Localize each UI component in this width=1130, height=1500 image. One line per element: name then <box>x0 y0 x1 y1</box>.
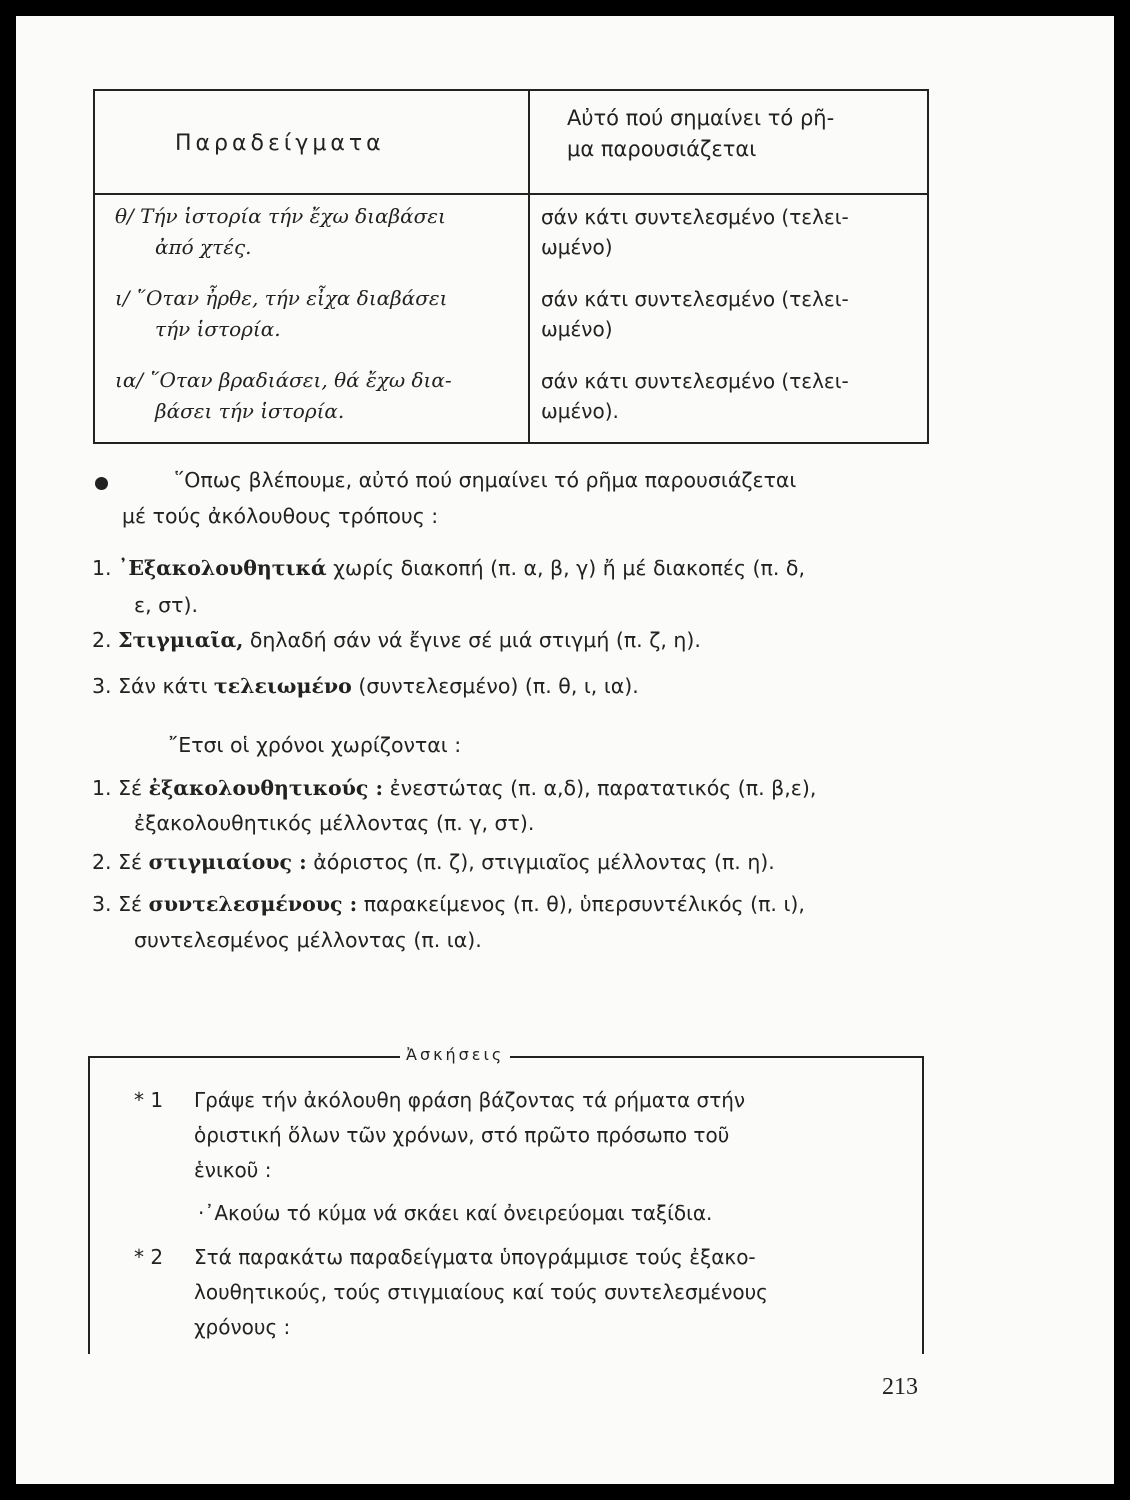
example-line <box>115 201 515 232</box>
example-text: ῞Οταν ἦρθε, τήν εἶχα διαβάσει <box>135 286 448 310</box>
list-number: 3. <box>92 674 112 698</box>
table-row-example <box>115 201 515 263</box>
example-text: Τήν ἱστορία τήν ἔχω διαβάσει <box>140 204 446 228</box>
category-item-2 <box>92 850 775 874</box>
page-number: 213 <box>882 1374 918 1400</box>
exercise-1-line1: Γράψε τήν ἀκόλουθη φράση βάζοντας τά ρήματα στήν <box>194 1088 746 1112</box>
meaning-line1: σάν κάτι συντελεσμένο (τελει- <box>541 205 849 229</box>
mode-description: (συντελεσμένο) (π. θ, ι, ια). <box>351 674 639 698</box>
exercise-1-sentence: ·᾿Ακούω τό κύμα νά σκάει καί ὀνειρεύομαι ταξίδια. <box>198 1201 713 1225</box>
book-page <box>16 16 1114 1484</box>
category-prefix: Σέ <box>118 776 149 800</box>
category-item-3 <box>92 892 805 916</box>
category-prefix: Σέ <box>118 850 149 874</box>
category-description: ἐνεστώτας (π. α,δ), παρατατικός (π. β,ε), <box>383 776 817 800</box>
mode-prefix: Σάν κάτι <box>118 674 214 698</box>
mode-description: χωρίς διακοπή (π. α, β, γ) ἤ μέ διακοπές (π. δ, <box>326 556 805 580</box>
category-item-1 <box>92 776 816 800</box>
example-line2: τήν ἱστορία. <box>155 317 281 341</box>
category-term: στιγμιαίους : <box>148 850 307 874</box>
table-header-examples: Παραδείγματα <box>175 131 385 156</box>
category-description: ἀόριστος (π. ζ), στιγμιαῖος μέλλοντας (π. η). <box>306 850 775 874</box>
meaning-line2: ωμένο) <box>541 317 613 341</box>
bullet-point <box>95 477 108 490</box>
row-label: ι/ <box>115 286 130 310</box>
table-row-meaning <box>541 202 926 262</box>
list-number: 2. <box>92 850 112 874</box>
mode-term: Στιγμιαῖα, <box>118 628 244 652</box>
intro-line2: μέ τούς ἀκόλουθους τρόπους : <box>122 504 439 528</box>
list-number: 1. <box>92 556 112 580</box>
example-line2: ἀπό χτές. <box>155 235 252 259</box>
exercises-box <box>88 1045 924 1354</box>
exercise-2-line1: Στά παρακάτω παραδείγματα ὑπογράμμισε τούς ἐξακο- <box>194 1245 756 1269</box>
example-text: ῞Οταν βραδιάσει, θά ἔχω δια- <box>149 368 452 392</box>
example-line <box>115 283 515 314</box>
list-number: 3. <box>92 892 112 916</box>
table-row-meaning <box>541 284 926 344</box>
list-number: 2. <box>92 628 112 652</box>
mode-description: δηλαδή σάν νά ἔγινε σέ μιά στιγμή (π. ζ, η). <box>243 628 701 652</box>
mode-item-3 <box>92 674 639 698</box>
row-label: θ/ <box>115 204 134 228</box>
category-prefix: Σέ <box>118 892 149 916</box>
category-term: συντελεσμένους : <box>148 892 358 916</box>
exercise-2-line3: χρόνους : <box>194 1315 291 1339</box>
table-column-divider <box>528 91 530 442</box>
examples-table <box>93 89 929 444</box>
example-line2: βάσει τήν ἱστορία. <box>155 399 345 423</box>
table-row-meaning <box>541 366 926 426</box>
category-term: ἐξακολουθητικούς : <box>148 776 384 800</box>
exercise-1-line3: ἑνικοῦ : <box>194 1158 272 1182</box>
list-number: 1. <box>92 776 112 800</box>
meaning-line1: σάν κάτι συντελεσμένο (τελει- <box>541 369 849 393</box>
table-row-example <box>115 365 515 427</box>
mode-item-2 <box>92 628 701 652</box>
header-meaning-line2: μα παρουσιάζεται <box>567 137 757 161</box>
meaning-line1: σάν κάτι συντελεσμένο (τελει- <box>541 287 849 311</box>
example-line <box>115 365 515 396</box>
category-item-3-cont: συντελεσμένος μέλλοντας (π. ια). <box>134 928 482 952</box>
exercises-title: Ἀσκήσεις <box>400 1045 510 1064</box>
table-row-example <box>115 283 515 345</box>
exercise-1-label: * 1 <box>134 1088 164 1112</box>
mode-term: τελειωμένο <box>213 674 352 698</box>
meaning-line2: ωμένο). <box>541 399 619 423</box>
intro-line1: ῞Οπως βλέπουμε, αὐτό πού σημαίνει τό ρῆμα παρουσιάζεται <box>174 468 797 492</box>
header-meaning-line1: Αὐτό πού σημαίνει τό ρῆ- <box>567 106 835 130</box>
table-header-divider <box>95 193 927 195</box>
table-header-meaning <box>567 103 912 165</box>
mode-item-1-cont: ε, στ). <box>134 593 198 617</box>
row-label: ια/ <box>115 368 144 392</box>
exercise-2-label: * 2 <box>134 1245 164 1269</box>
mode-term: ᾿Εξακολουθητικά <box>118 556 327 580</box>
exercise-1-line2: ὁριστική ὅλων τῶν χρόνων, στό πρῶτο πρόσωπο τοῦ <box>194 1123 730 1147</box>
meaning-line2: ωμένο) <box>541 235 613 259</box>
split-intro: ῎Ετσι οἱ χρόνοι χωρίζονται : <box>168 733 462 757</box>
exercise-2-line2: λουθητικούς, τούς στιγμιαίους καί τούς συντελεσμένους <box>194 1280 768 1304</box>
category-description: παρακείμενος (π. θ), ὑπερσυντέλικός (π. ι), <box>357 892 805 916</box>
mode-item-1 <box>92 556 805 580</box>
category-item-1-cont: ἐξακολουθητικός μέλλοντας (π. γ, στ). <box>134 811 535 835</box>
